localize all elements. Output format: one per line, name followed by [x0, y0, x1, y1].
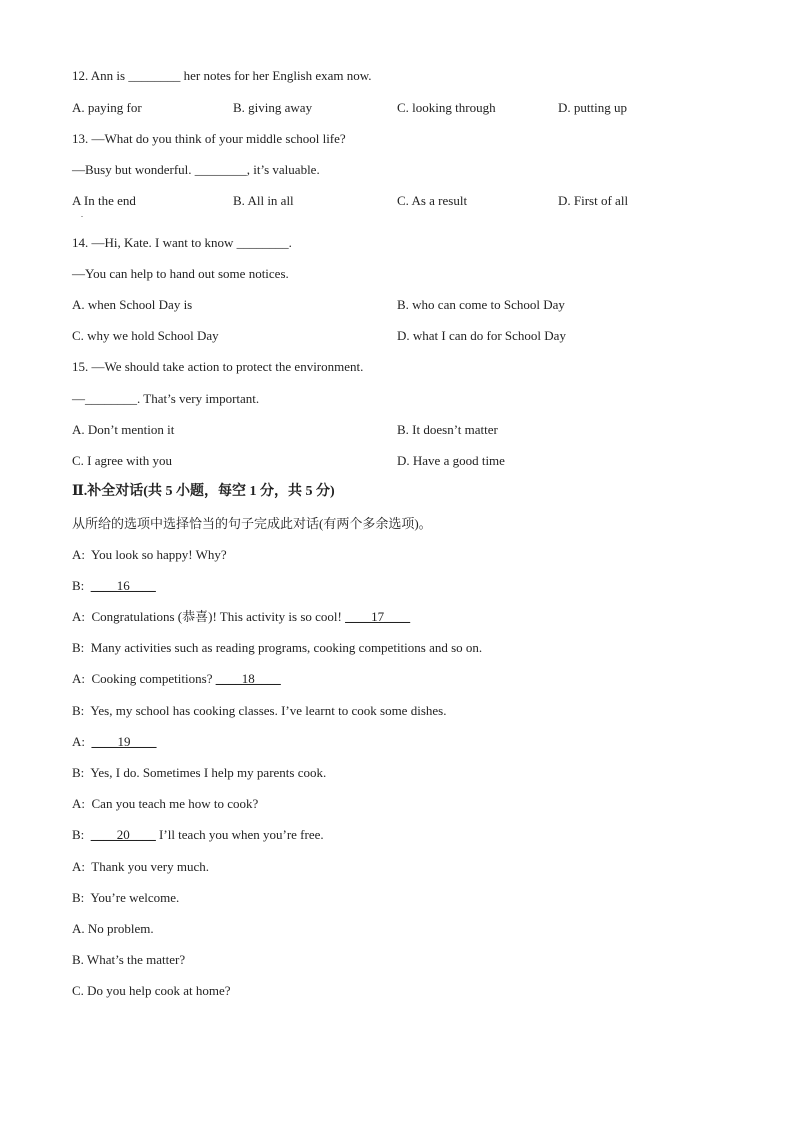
dialogue-speaker: A:: [72, 609, 85, 624]
dialogue-speaker: B:: [72, 890, 85, 905]
dialogue-text: Can you teach me how to cook?: [91, 796, 259, 811]
q14-option-d: D. what I can do for School Day: [397, 328, 566, 343]
dialogue-speaker: A:: [72, 796, 85, 811]
q12-option-a: A. paying for: [72, 100, 142, 115]
dialogue-line: [72, 765, 326, 781]
q15-option-c: C. I agree with you: [72, 453, 173, 468]
dialogue-line: [72, 734, 157, 750]
dialogue-line: [72, 547, 227, 563]
dialogue-line: [72, 671, 281, 687]
dialogue-speaker: B:: [72, 703, 85, 718]
dialogue-text: Thank you very much.: [91, 859, 209, 874]
q13-option-b: B. All in all: [233, 193, 294, 208]
q12-option-b: B. giving away: [233, 100, 313, 115]
dialogue-speaker: B:: [72, 578, 85, 593]
choice-a: A. No problem.: [72, 921, 154, 936]
dialogue-text: Yes, my school has cooking classes. I’ve learnt to cook some dishes.: [90, 703, 447, 718]
choice-b: B. What’s the matter?: [72, 952, 186, 967]
dialogue-speaker: A:: [72, 671, 85, 686]
dialogue-text: Yes, I do. Sometimes I help my parents cook.: [90, 765, 327, 780]
dialogue-speaker: B:: [72, 827, 85, 842]
dialogue-line: [72, 796, 258, 812]
dialogue-line: [72, 890, 179, 906]
dialogue-speaker: B:: [72, 640, 85, 655]
q15-option-b: B. It doesn’t matter: [397, 422, 498, 437]
q14-reply: —You can help to hand out some notices.: [72, 266, 289, 281]
q14-option-c: C. why we hold School Day: [72, 328, 219, 343]
dialogue-line: [72, 609, 410, 625]
blank-19: ____19____: [91, 734, 157, 749]
dialogue-speaker: A:: [72, 547, 85, 562]
q14-option-b: B. who can come to School Day: [397, 297, 565, 312]
q13-option-a: A In the end: [72, 193, 136, 208]
q13-option-c: C. As a result: [397, 193, 468, 208]
blank-17: ____17____: [345, 609, 411, 624]
q15-option-d: D. Have a good time: [397, 453, 505, 468]
section-2-title: Ⅱ.补全对话(共 5 小题，每空 1 分，共 5 分): [72, 484, 335, 499]
blank-20: ____20____: [90, 827, 156, 842]
dialogue-text: Many activities such as reading programs, cooking competitions and so on.: [90, 640, 483, 655]
q15-option-a: A. Don’t mention it: [72, 422, 175, 437]
q12-stem: 12. Ann is ________ her notes for her English exam now.: [72, 68, 372, 83]
dialogue-text: Cooking competitions?: [91, 671, 216, 686]
dialogue-speaker: A:: [72, 734, 85, 749]
q13-stray-mark: .: [81, 210, 83, 219]
choice-c: C. Do you help cook at home?: [72, 983, 231, 998]
blank-18: ____18____: [215, 671, 281, 686]
dialogue-line: [72, 640, 482, 656]
blank-16: ____16____: [90, 578, 156, 593]
dialogue-line: [72, 827, 324, 843]
q13-option-d: D. First of all: [558, 193, 629, 208]
dialogue-line: [72, 859, 209, 875]
q12-option-c: C. looking through: [397, 100, 496, 115]
dialogue-speaker: B:: [72, 765, 85, 780]
dialogue-text: You’re welcome.: [90, 890, 180, 905]
dialogue-line: [72, 703, 446, 719]
q13-stem: 13. —What do you think of your middle school life?: [72, 131, 346, 146]
q14-stem: 14. —Hi, Kate. I want to know ________.: [72, 235, 292, 250]
dialogue-text: You look so happy! Why?: [91, 547, 227, 562]
q13-reply: —Busy but wonderful. ________, it’s valuable.: [72, 162, 320, 177]
dialogue-text: I’ll teach you when you’re free.: [155, 827, 324, 842]
q14-option-a: A. when School Day is: [72, 297, 193, 312]
section-2-instruction: 从所给的选项中选择恰当的句子完成此对话(有两个多余选项)。: [72, 516, 432, 531]
dialogue-speaker: A:: [72, 859, 85, 874]
q15-reply: —________. That’s very important.: [72, 391, 260, 406]
q15-stem: 15. —We should take action to protect the environment.: [72, 359, 364, 374]
dialogue-text: Congratulations (恭喜)! This activity is so cool!: [91, 609, 346, 624]
q12-option-d: D. putting up: [558, 100, 627, 115]
dialogue-line: [72, 578, 156, 594]
